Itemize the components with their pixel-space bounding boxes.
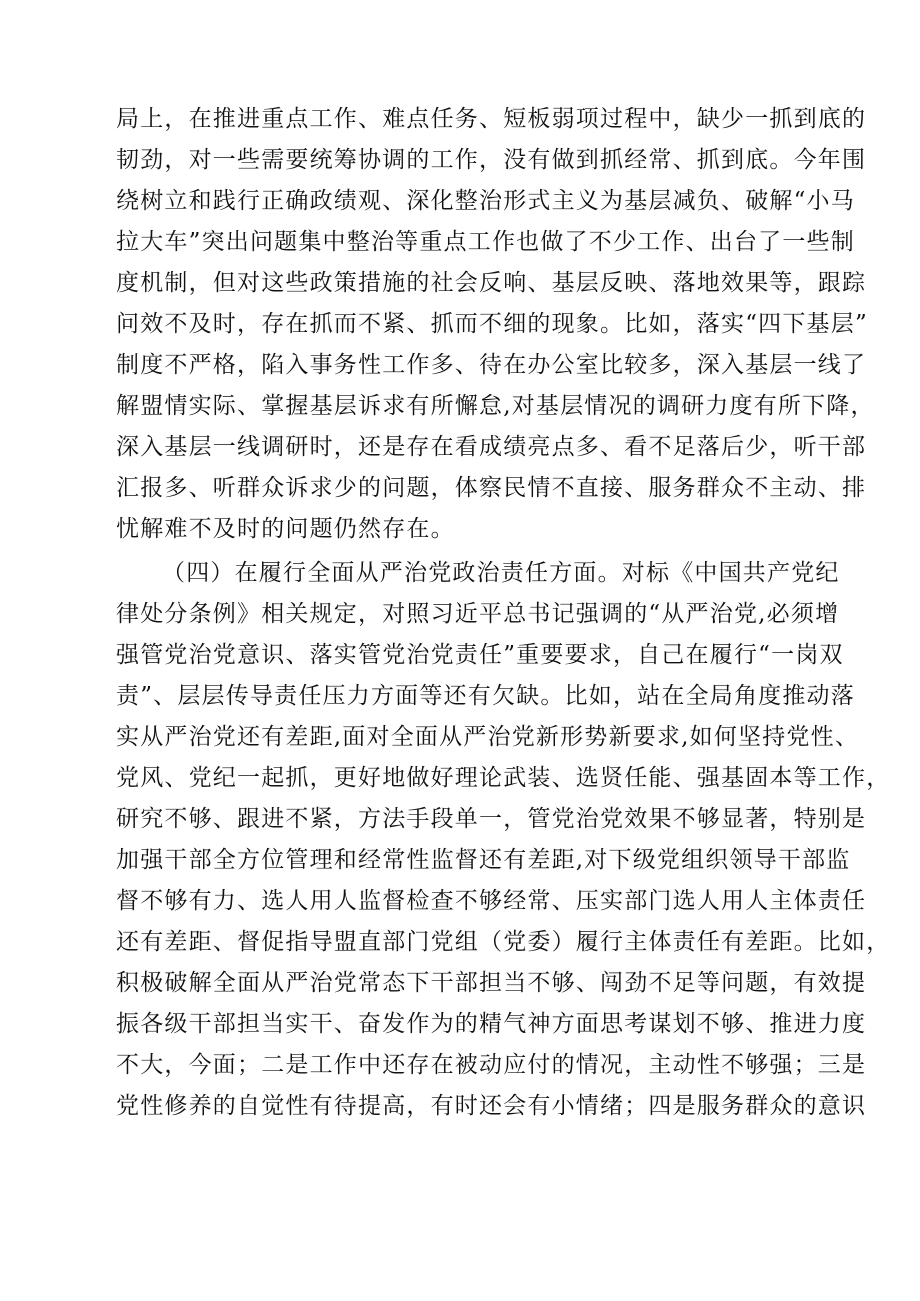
paragraph-1-line-7: 制度不严格，陷入事务性工作多、待在办公室比较多，深入基层一线了 [116, 352, 867, 378]
paragraph-2-line-2: 律处分条例》相关规定，对照习近平总书记强调的“从严治党,必须增 [116, 601, 840, 627]
paragraph-1-line-10: 汇报多、听群众诉求少的问题，体察民情不直接、服务群众不主动、排 [116, 475, 867, 501]
paragraph-2-line-8: 加强干部全方位管理和经常性监督还有差距,对下级党组织领导干部监 [116, 847, 851, 873]
paragraph-1-line-3: 绕树立和践行正确政绩观、深化整治形式主义为基层减负、破解“小马 [116, 188, 855, 214]
paragraph-2-line-6: 党风、党纪一起抓，更好地做好理论武装、选贤任能、强基固本等工作， [116, 765, 891, 791]
paragraph-1-line-4: 拉大车”突出问题集中整治等重点工作也做了不少工作、出台了一些制 [116, 229, 855, 255]
paragraph-2-line-3: 强管党治党意识、落实管党治党责任”重要要求，自己在履行“一岗双 [116, 642, 844, 668]
paragraph-2-line-4: 责”、层层传导责任压力方面等还有欠缺。比如，站在全局角度推动落 [116, 683, 855, 709]
paragraph-2-line-11: 积极破解全面从严治党常态下干部担当不够、闯劲不足等问题，有效提 [116, 970, 867, 996]
paragraph-1-line-5: 度机制，但对这些政策措施的社会反响、基层反映、落地效果等，跟踪 [116, 270, 867, 296]
paragraph-1-line-6: 问效不及时，存在抓而不紧、抓而不细的现象。比如，落实“四下基层” [116, 311, 868, 337]
paragraph-2-line-5: 实从严治党还有差距,面对全面从严治党新形势新要求,如何坚持党性、 [116, 724, 860, 750]
paragraph-1-line-9: 深入基层一线调研时，还是存在看成绩亮点多、看不足落后少，听干部 [116, 434, 867, 460]
paragraph-2-line-9: 督不够有力、选人用人监督检查不够经常、压实部门选人用人主体责任 [116, 888, 867, 914]
paragraph-2-line-7: 研究不够、跟进不紧，方法手段单一，管党治党效果不够显著，特别是 [116, 806, 867, 832]
paragraph-2-line-1: （四）在履行全面从严治党政治责任方面。对标《中国共产党纪 [162, 560, 840, 586]
paragraph-2-line-10: 还有差距、督促指导盟直部门党组（党委）履行主体责任有差距。比如， [116, 929, 891, 955]
paragraph-1-line-1: 局上，在推进重点工作、难点任务、短板弱项过程中，缺少一抓到底的 [116, 106, 867, 132]
paragraph-2-line-13: 不大，今面；二是工作中还存在被动应付的情况，主动性不够强；三是 [116, 1052, 867, 1078]
paragraph-1-line-8: 解盟情实际、掌握基层诉求有所懈怠,对基层情况的调研力度有所下降， [116, 393, 875, 419]
paragraph-1-line-11: 忧解难不及时的问题仍然存在。 [116, 516, 455, 542]
paragraph-2-line-12: 振各级干部担当实干、奋发作为的精气神方面思考谋划不够、推进力度 [116, 1011, 867, 1037]
paragraph-2-line-14: 党性修养的自觉性有待提高，有时还会有小情绪；四是服务群众的意识 [116, 1093, 867, 1119]
paragraph-1-line-2: 韧劲，对一些需要统筹协调的工作，没有做到抓经常、抓到底。今年围 [116, 147, 867, 173]
